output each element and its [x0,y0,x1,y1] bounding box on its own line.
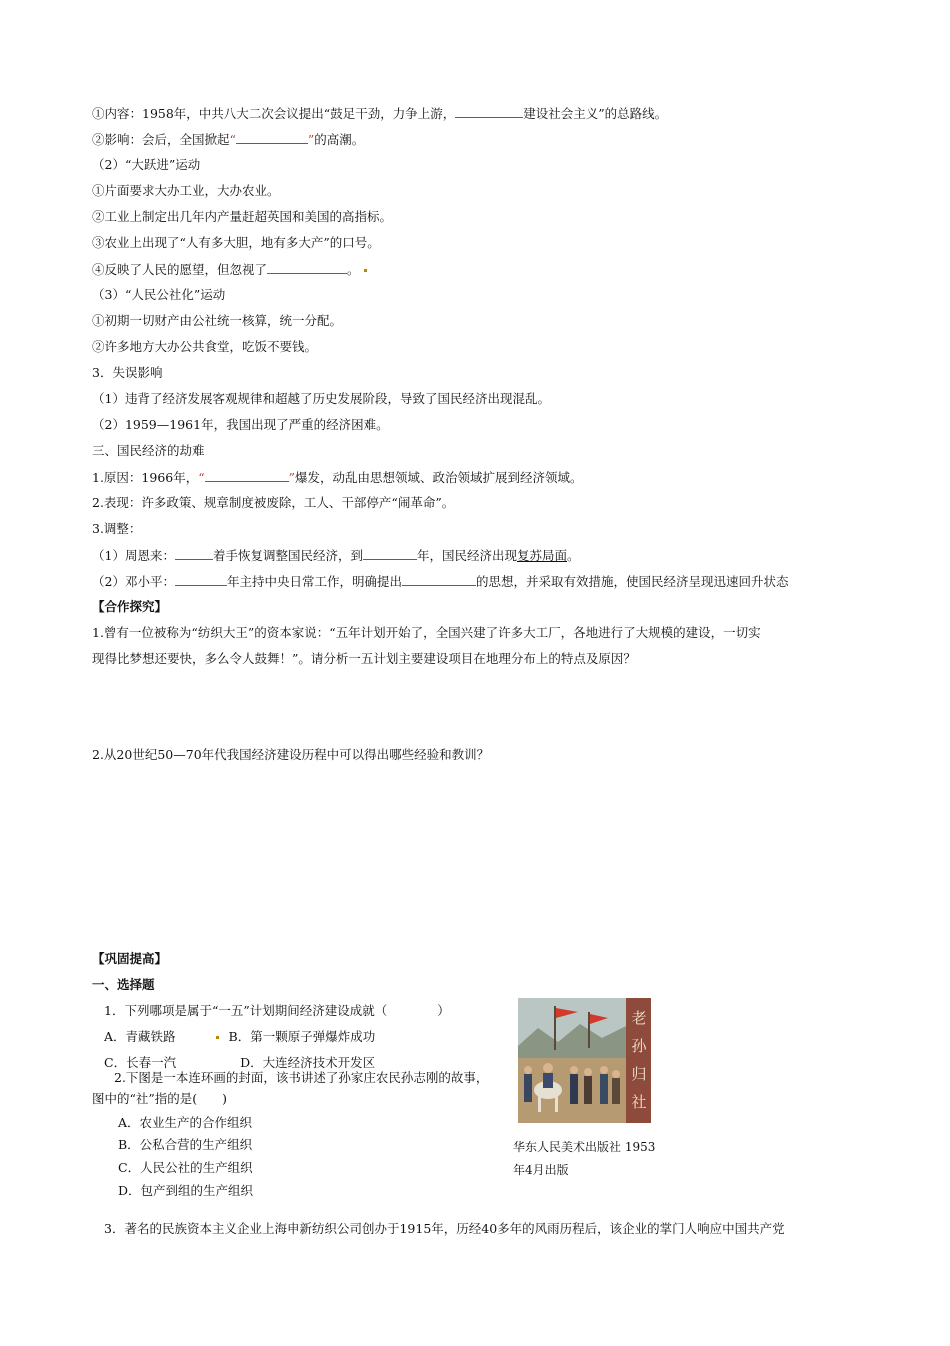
fill-blank [236,131,308,144]
question-text: 2.从20世纪50—70年代我国经济建设历程中可以得出哪些经验和教训？ [92,747,490,762]
text: 。 [347,262,360,277]
option-a: A．农业生产的合作组织 [118,1115,253,1130]
text: 建设社会主义”的总路线。 [523,106,668,121]
text: 1.原因：1966年， [92,470,199,485]
option-b: B．第一颗原子弹爆炸成功 [228,1029,376,1044]
fill-blank [455,105,523,118]
section-heading: 一、选择题 [92,977,155,992]
underlined-text: 复苏局面 [517,548,568,563]
text: ④反映了人民的愿望，但忽视了 [92,262,268,277]
fill-blank [402,573,476,586]
text: ②影响：会后，全国掀起 [92,132,230,147]
question-text: 2.下图是一本连环画的封面，该书讲述了孙家庄农民孙志刚的故事， [114,1070,489,1085]
question-text: 1．下列哪项是属于“一五”计划期间经济建设成就（ ） [104,1003,450,1018]
question-text: 3．著名的民族资本主义企业上海申新纺织公司创办于1915年，历经40多年的风雨历程后，该企业的掌门人响应中国共产党 [104,1221,785,1236]
text-line: 3.调整： [92,521,142,536]
section-heading: 【合作探究】 [92,599,168,614]
quote: “ [229,132,236,147]
text-line [92,547,580,564]
text: 的高潮。 [314,132,365,147]
option-c: C．长春一汽 [104,1055,177,1070]
text: 爆发，动乱由思想领域、政治领域扩展到经济领域。 [295,470,583,485]
option-line [104,1055,375,1071]
text-line: ③农业上出现了“人有多大胆，地有多大产”的口号。 [92,235,380,250]
text-line: （2）1959—1961年，我国出现了严重的经济困难。 [92,417,389,432]
question-text: 图中的“社”指的是( ) [92,1091,228,1106]
text-line: ①片面要求大办工业，大办农业。 [92,183,280,198]
text-line: 2.表现：许多政策、规章制度被废除，工人、干部停产“闹革命”。 [92,495,455,510]
fill-blank [175,547,213,560]
fill-blank [175,573,227,586]
text: 着手恢复调整国民经济，到 [212,548,363,563]
section-heading: 【巩固提高】 [92,951,168,966]
fill-blank [267,261,347,274]
quote: “ [198,470,205,485]
text-line [92,105,667,122]
text-line [92,261,367,278]
text-line: （2）“大跃进”运动 [92,157,201,172]
option-b: B．公私合营的生产组织 [118,1137,253,1152]
text-line [92,573,789,590]
text-line: ①初期一切财产由公社统一核算，统一分配。 [92,313,343,328]
dot-mark [216,1036,219,1039]
text-line: 3．失误影响 [92,365,163,380]
option-d: D．大连经济技术开发区 [240,1055,376,1070]
option-line [104,1029,375,1045]
text: （2）邓小平： [92,574,175,589]
text: 年主持中央日常工作，明确提出 [226,574,402,589]
option-c: C．人民公社的生产组织 [118,1160,253,1175]
fill-blank [363,547,417,560]
text-line [92,469,583,486]
image-caption: 华东人民美术出版社 1953 [513,1140,656,1154]
dot-mark [364,269,367,272]
text-line [92,131,364,148]
quote: ” [288,470,296,485]
text-line: （3）“人民公社化”运动 [92,287,226,302]
text: ①内容：1958年，中共八大二次会议提出“鼓足干劲，力争上游， [92,106,456,121]
quote: ” [307,132,315,147]
comic-cover-image [518,998,651,1123]
text: 的思想，并采取有效措施，使国民经济呈现迅速回升状态 [475,574,789,589]
option-a: A．青藏铁路 [104,1029,176,1044]
question-text: 现得比梦想还要快，多么令人鼓舞！”。请分析一五计划主要建设项目在地理分布上的特点及原因？ [92,651,636,666]
text: 年，国民经济出现 [416,548,517,563]
option-d: D．包产到组的生产组织 [118,1183,254,1198]
text-line: ②许多地方大办公共食堂，吃饭不要钱。 [92,339,318,354]
cover-title: 老孙归社 [631,1009,647,1111]
text: 。 [567,548,580,563]
section-heading: 三、国民经济的劫难 [92,443,205,458]
text-line: ②工业上制定出几年内产量赶超英国和美国的高指标。 [92,209,393,224]
text-line: （1）违背了经济发展客观规律和超越了历史发展阶段，导致了国民经济出现混乱。 [92,391,550,406]
image-caption: 年4月出版 [513,1163,569,1177]
question-text: 1.曾有一位被称为“纺织大王”的资本家说：“五年计划开始了，全国兴建了许多大工厂，各地进行了大规模的建设，一切实 [92,625,761,640]
fill-blank [205,469,289,482]
text: （1）周恩来： [92,548,175,563]
